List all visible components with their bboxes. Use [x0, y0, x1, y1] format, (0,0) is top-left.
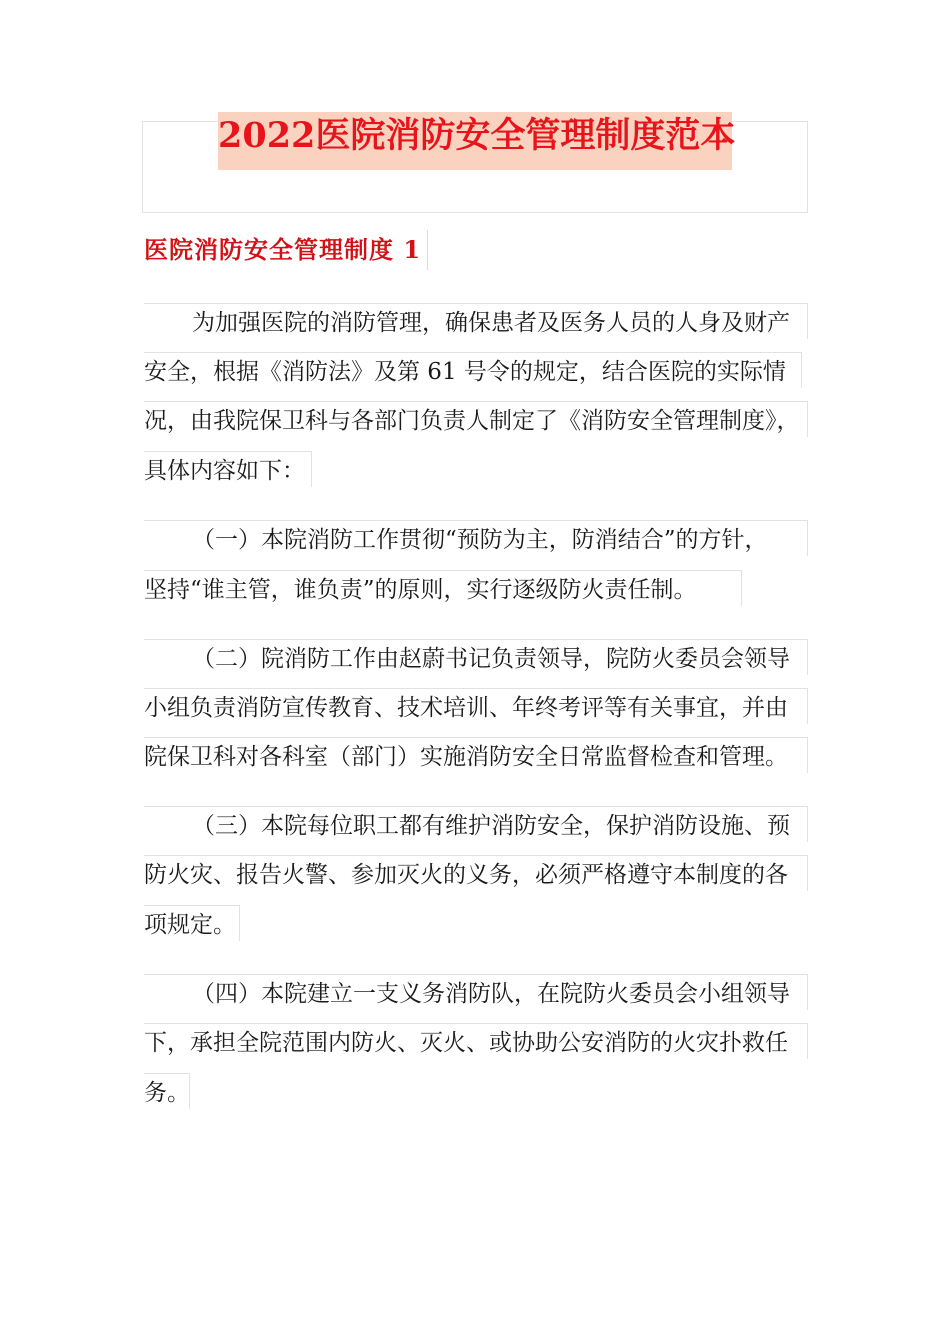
- document-title: 2022医院消防安全管理制度范本: [218, 112, 732, 170]
- paragraph-4-line-2: 防火灾、报告火警、参加灭火的义务，必须严格遵守本制度的各: [144, 855, 808, 891]
- paragraph-3-line-2: 小组负责消防宣传教育、技术培训、年终考评等有关事宜，并由: [144, 688, 808, 724]
- paragraph-1-line-2: 安全，根据《消防法》及第 61 号令的规定，结合医院的实际情: [144, 352, 802, 388]
- paragraph-1-line-4: 具体内容如下：: [144, 451, 312, 487]
- paragraph-3-line-3: 院保卫科对各科室（部门）实施消防安全日常监督检查和管理。: [144, 737, 808, 773]
- paragraph-2-line-2: 坚持“谁主管，谁负责”的原则，实行逐级防火责任制。: [144, 570, 742, 606]
- paragraph-5-line-3: 务。: [144, 1073, 190, 1109]
- paragraph-3-line-1: （二）院消防工作由赵蔚书记负责领导，院防火委员会领导: [144, 639, 808, 675]
- paragraph-1-line-1: 为加强医院的消防管理，确保患者及医务人员的人身及财产: [144, 303, 808, 339]
- section-heading: 医院消防安全管理制度 1: [144, 230, 428, 270]
- paragraph-5-line-2: 下，承担全院范围内防火、灭火、或协助公安消防的火灾扑救任: [144, 1023, 808, 1059]
- paragraph-4-line-1: （三）本院每位职工都有维护消防安全，保护消防设施、预: [144, 806, 808, 842]
- paragraph-2-line-1: （一）本院消防工作贯彻“预防为主，防消结合”的方针，: [144, 520, 808, 556]
- paragraph-1-line-3: 况，由我院保卫科与各部门负责人制定了《消防安全管理制度》，: [144, 401, 808, 437]
- paragraph-5-line-1: （四）本院建立一支义务消防队，在院防火委员会小组领导: [144, 974, 808, 1010]
- paragraph-4-line-3: 项规定。: [144, 905, 240, 941]
